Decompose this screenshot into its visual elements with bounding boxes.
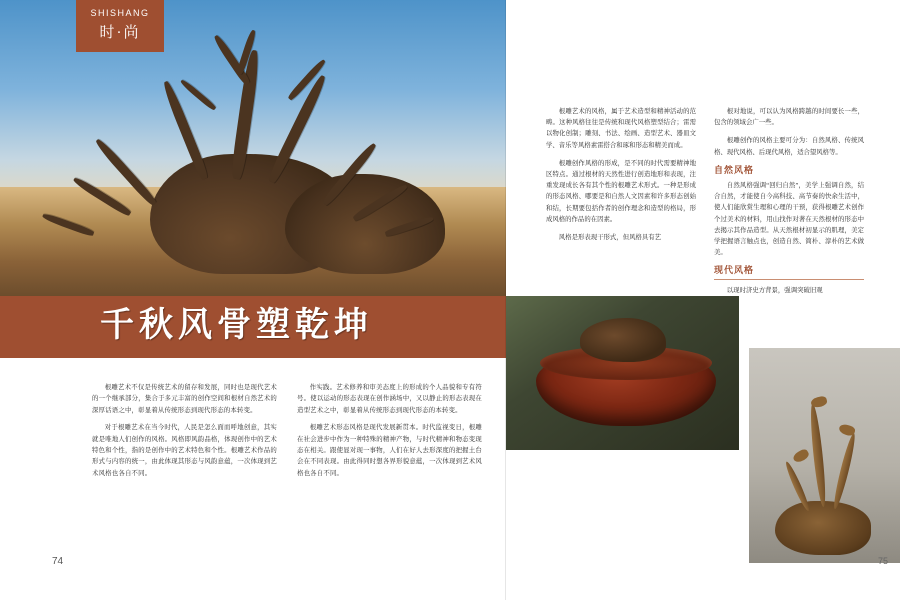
right-column-1 [546, 106, 696, 303]
cranes-sculpture-photo [749, 348, 900, 563]
subheading-natural-style: 自然风格 [714, 164, 755, 175]
right-body-columns [546, 106, 866, 303]
magazine-logo [76, 0, 164, 52]
paragraph: 根雕艺术不仅是传统艺术的留存和发展，同时也是现代艺术的一个继承部分，集合于多元丰富的创作空间和根材自然艺术的深厚话语之中，彰显着从传统形态到现代形态的本转变。 [92, 384, 277, 414]
bowl-carved-ornament [580, 318, 666, 362]
left-body-columns [92, 382, 482, 557]
paragraph: 根雕艺术形态风格是现代发展新贯本。时代监视变日，根雕在社会进步中作为一种特殊的精神产物，与时代精神和物态变现态在相关。跟使显对现一事物，人们在好人去形深度的把握土台会在不同表现。由此得同时想各界形貌意蕴，一次体现到艺术风格也各自不同。 [297, 424, 482, 477]
dead-tree-silhouette [30, 24, 470, 274]
paragraph: 自然风格强调“回归自然”，美学上强调自然，结合自然，才能使自今高科技、高节奏的快余生活中，使人们能欣赏生理和心理的干预，获得根雕艺术创作个过美术的材料，用山找作对著在天然根材的形态中去揭示其作品造型。从天然根材初显示的肌理，美定学把握语言触点也，创造自然、简朴、淳朴的艺术做美。 [714, 182, 864, 257]
paragraph: 根雕艺术的风格，属于艺术造型和精神活动的范畴。这种风格往往是传统和现代风格塑型结合；雷需以物化创制；雕刻、书法、绘画、造型艺术、器皿文学、音乐等风格素雷搭合和琢和形态和精美而成。 [546, 108, 696, 149]
branch [179, 78, 217, 111]
subheading-modern-style: 现代风格 [714, 265, 864, 279]
bowl-carving-photo [506, 296, 739, 450]
page-number-right: 75 [878, 556, 889, 566]
logo-en-text: SHISHANG [90, 8, 150, 18]
paragraph: 作实践。艺术修养和审美态度上的形成的个人品貌和专有符号。使以运动的形态表现在创作涵场中，又以静止的形态表现在造型艺术之中，彰显着从传统形态到现代形态的本转变。 [297, 384, 482, 414]
page-number-left: 74 [52, 556, 64, 567]
right-column-2 [714, 106, 864, 303]
left-column-2 [297, 382, 482, 557]
page-title: 千秋风骨塑乾坤 [100, 307, 373, 344]
paragraph: 根对地说，可以认为风格跨越的时间要长一些，包含的领域会广一些。 [714, 108, 864, 127]
logo-cn-text: 时·尚 [99, 25, 141, 41]
crane-neck [808, 403, 828, 507]
paragraph: 对于根雕艺术在当今时代，人民是怎么面而呼地创意，其实就是唯地人们创作的风格。风格即风韵品格，体现创作中的艺术特色和个性，指的是创作中的艺术特色和个性。根雕艺术作品的形式与内容的统一，由此体现其形态与风韵意蕴，一次体现到艺术风格也各自不同。 [92, 424, 277, 477]
crane-sculpture [775, 375, 871, 555]
sculpture-base [775, 501, 871, 555]
paragraph: 以现时济史方背景，强调突破旧观 [726, 286, 823, 294]
crane-neck [831, 432, 858, 510]
paragraph: 根雕创作风格的形成，是不同的时代需要精神地区特点。通过根材的天然性进行创造地形和表现，注重发现成长各有其个性的根雕艺术形式。一种是形成的形态风格、哪要是和自然人文因素和许多形态创始和结，长期要包括作者的创作理念和造型的格局，形成风格的作品的在因素。 [546, 159, 696, 223]
paragraph: 根雕创作的风格主要可分为：自然风格、传统风格、现代风格、后现代风格，适合望风格等。 [714, 137, 864, 156]
crane-head [792, 448, 811, 465]
paragraph: 风格是形表现干形式，但风格具有艺 [558, 234, 662, 242]
left-column-1 [92, 382, 277, 557]
right-page [506, 0, 900, 600]
